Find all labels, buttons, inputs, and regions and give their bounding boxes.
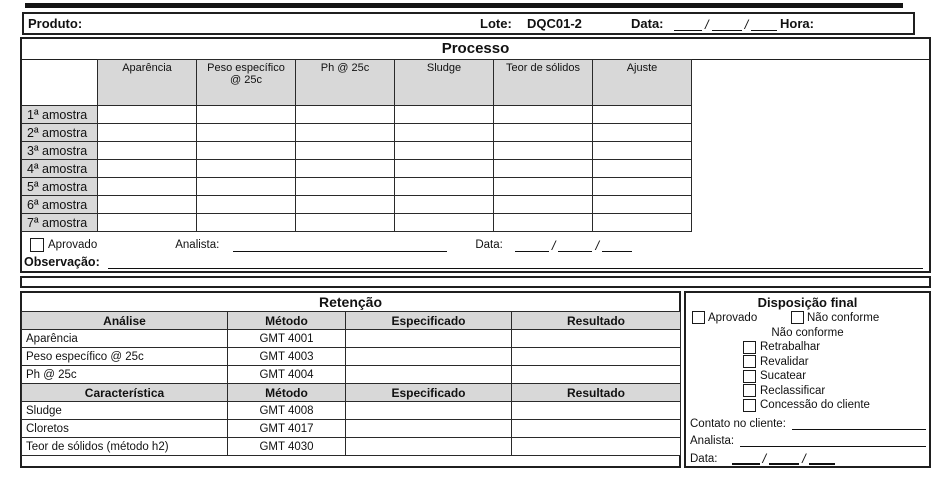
disposicao-aprovado-label: Aprovado bbox=[708, 311, 758, 324]
input-cell[interactable] bbox=[197, 106, 296, 124]
metodo-value: GMT 4030 bbox=[228, 438, 346, 456]
input-cell[interactable] bbox=[296, 178, 395, 196]
especificado-cell[interactable] bbox=[346, 438, 512, 456]
disposicao-nao-conforme-checkbox[interactable] bbox=[791, 311, 804, 324]
processo-corner-cell bbox=[22, 60, 98, 106]
input-cell[interactable] bbox=[494, 160, 593, 178]
row-label-amostra-6: 6ª amostra bbox=[22, 196, 98, 214]
resultado-cell[interactable] bbox=[512, 420, 681, 438]
col-header-resultado: Resultado bbox=[512, 312, 681, 330]
disposicao-approve-row bbox=[686, 311, 929, 326]
date-slash: / bbox=[762, 450, 767, 466]
date-slash: / bbox=[595, 238, 600, 253]
data-label: Data: bbox=[475, 239, 503, 251]
date-year-blank[interactable] bbox=[751, 17, 777, 31]
input-cell[interactable] bbox=[593, 214, 692, 232]
analise-name: Aparência bbox=[22, 330, 228, 348]
sucatear-label: Sucatear bbox=[760, 370, 807, 383]
input-cell[interactable] bbox=[494, 106, 593, 124]
lote-label: Lote: bbox=[480, 16, 512, 31]
aprovado-label: Aprovado bbox=[48, 239, 98, 251]
nao-conforme-subheader: Não conforme bbox=[771, 327, 844, 339]
col-header-ajuste: Ajuste bbox=[593, 60, 692, 106]
row-label-amostra-2: 2ª amostra bbox=[22, 124, 98, 142]
revalidar-checkbox[interactable] bbox=[743, 355, 756, 368]
input-cell[interactable] bbox=[296, 124, 395, 142]
aprovado-checkbox[interactable] bbox=[30, 238, 44, 252]
col-header-metodo: Método bbox=[228, 312, 346, 330]
caracteristica-name: Cloretos bbox=[22, 420, 228, 438]
observacao-blank-line[interactable] bbox=[108, 255, 923, 269]
input-cell[interactable] bbox=[395, 106, 494, 124]
analista-label: Analista: bbox=[175, 239, 220, 251]
retrabalhar-checkbox[interactable] bbox=[743, 341, 756, 354]
processo-header-row bbox=[22, 60, 692, 106]
input-cell[interactable] bbox=[395, 142, 494, 160]
date-month-blank[interactable] bbox=[712, 17, 742, 31]
date-slash: / bbox=[551, 238, 556, 253]
observacao-label: Observação: bbox=[24, 255, 100, 269]
reclassificar-checkbox[interactable] bbox=[743, 384, 756, 397]
especificado-cell[interactable] bbox=[346, 402, 512, 420]
produto-label: Produto: bbox=[28, 16, 83, 31]
input-cell[interactable] bbox=[296, 196, 395, 214]
data-field[interactable] bbox=[732, 450, 835, 465]
table-row bbox=[22, 402, 681, 420]
input-cell[interactable] bbox=[98, 214, 197, 232]
input-cell[interactable] bbox=[494, 142, 593, 160]
table-row bbox=[22, 178, 692, 196]
input-cell[interactable] bbox=[98, 124, 197, 142]
input-cell[interactable] bbox=[197, 214, 296, 232]
processo-table bbox=[21, 59, 692, 232]
metodo-value: GMT 4008 bbox=[228, 402, 346, 420]
input-cell[interactable] bbox=[98, 196, 197, 214]
table-row bbox=[22, 366, 681, 384]
observacao-row bbox=[24, 255, 929, 269]
input-cell[interactable] bbox=[197, 124, 296, 142]
retencao-title: Retenção bbox=[22, 293, 679, 312]
input-cell[interactable] bbox=[296, 160, 395, 178]
contato-cliente-row bbox=[686, 413, 929, 430]
retencao-caracteristica-header-row bbox=[22, 384, 681, 402]
retencao-section bbox=[20, 291, 681, 468]
option-concessao-cliente bbox=[686, 398, 929, 413]
analise-name: Ph @ 25c bbox=[22, 366, 228, 384]
form-header-row bbox=[22, 12, 915, 35]
table-row bbox=[22, 106, 692, 124]
table-row bbox=[22, 438, 681, 456]
analista-label: Analista: bbox=[690, 434, 735, 447]
analista-row bbox=[686, 430, 929, 447]
input-cell[interactable] bbox=[593, 178, 692, 196]
option-revalidar bbox=[686, 355, 929, 370]
col-header-metodo: Método bbox=[228, 384, 346, 402]
col-header-resultado: Resultado bbox=[512, 384, 681, 402]
disposicao-title: Disposição final bbox=[757, 295, 858, 310]
col-header-especificado: Especificado bbox=[346, 384, 512, 402]
input-cell[interactable] bbox=[395, 196, 494, 214]
input-cell[interactable] bbox=[494, 178, 593, 196]
resultado-cell[interactable] bbox=[512, 366, 681, 384]
especificado-cell[interactable] bbox=[346, 348, 512, 366]
revalidar-label: Revalidar bbox=[760, 355, 809, 368]
input-cell[interactable] bbox=[98, 160, 197, 178]
table-row bbox=[22, 142, 692, 160]
data-label: Data: bbox=[690, 452, 718, 465]
sucatear-checkbox[interactable] bbox=[743, 370, 756, 383]
input-cell[interactable] bbox=[593, 196, 692, 214]
input-cell[interactable] bbox=[197, 178, 296, 196]
date-year-blank[interactable] bbox=[602, 238, 632, 252]
date-slash: / bbox=[744, 17, 749, 32]
input-cell[interactable] bbox=[98, 106, 197, 124]
input-cell[interactable] bbox=[197, 142, 296, 160]
input-cell[interactable] bbox=[494, 124, 593, 142]
col-header-aparencia: Aparência bbox=[98, 60, 197, 106]
table-row bbox=[22, 160, 692, 178]
input-cell[interactable] bbox=[593, 160, 692, 178]
date-slash: / bbox=[802, 450, 806, 466]
input-cell[interactable] bbox=[494, 196, 593, 214]
row-label-amostra-1: 1ª amostra bbox=[22, 106, 98, 124]
especificado-cell[interactable] bbox=[346, 330, 512, 348]
input-cell[interactable] bbox=[296, 106, 395, 124]
hora-label: Hora: bbox=[780, 16, 814, 31]
metodo-value: GMT 4017 bbox=[228, 420, 346, 438]
metodo-value: GMT 4004 bbox=[228, 366, 346, 384]
reclassificar-label: Reclassificar bbox=[760, 384, 826, 397]
especificado-cell[interactable] bbox=[346, 366, 512, 384]
retrabalhar-label: Retrabalhar bbox=[760, 341, 821, 354]
input-cell[interactable] bbox=[395, 124, 494, 142]
lote-value: DQC01-2 bbox=[527, 16, 582, 31]
date-day-blank[interactable] bbox=[732, 450, 760, 465]
data-label: Data: bbox=[631, 16, 664, 31]
date-slash: / bbox=[705, 17, 709, 32]
input-cell[interactable] bbox=[296, 214, 395, 232]
disposicao-final-section bbox=[684, 291, 931, 468]
input-cell[interactable] bbox=[98, 142, 197, 160]
option-retrabalhar bbox=[686, 340, 929, 355]
data-field[interactable] bbox=[515, 238, 632, 252]
input-cell[interactable] bbox=[593, 106, 692, 124]
col-header-sludge: Sludge bbox=[395, 60, 494, 106]
resultado-cell[interactable] bbox=[512, 402, 681, 420]
table-row bbox=[22, 214, 692, 232]
col-header-teor-solidos: Teor de sólidos bbox=[494, 60, 593, 106]
col-header-peso-especifico: Peso específico @ 25c bbox=[197, 60, 296, 106]
contato-cliente-blank-line[interactable] bbox=[792, 418, 926, 430]
col-header-caracteristica: Característica bbox=[22, 384, 228, 402]
disposicao-nao-conforme-label: Não conforme bbox=[807, 311, 880, 324]
empty-spacer-row bbox=[20, 276, 931, 288]
table-row bbox=[22, 348, 681, 366]
analista-blank-line[interactable] bbox=[740, 435, 926, 447]
option-reclassificar bbox=[686, 384, 929, 399]
table-row bbox=[22, 330, 681, 348]
resultado-cell[interactable] bbox=[512, 348, 681, 366]
table-row bbox=[22, 124, 692, 142]
table-row bbox=[22, 420, 681, 438]
top-divider-rule bbox=[25, 3, 903, 8]
input-cell[interactable] bbox=[395, 178, 494, 196]
row-label-amostra-4: 4ª amostra bbox=[22, 160, 98, 178]
input-cell[interactable] bbox=[593, 142, 692, 160]
metodo-value: GMT 4003 bbox=[228, 348, 346, 366]
option-sucatear bbox=[686, 369, 929, 384]
date-day-blank[interactable] bbox=[515, 238, 549, 252]
input-cell[interactable] bbox=[395, 160, 494, 178]
especificado-cell[interactable] bbox=[346, 420, 512, 438]
input-cell[interactable] bbox=[593, 124, 692, 142]
col-header-ph: Ph @ 25c bbox=[296, 60, 395, 106]
row-label-amostra-5: 5ª amostra bbox=[22, 178, 98, 196]
retencao-analise-header-row bbox=[22, 312, 681, 330]
input-cell[interactable] bbox=[197, 160, 296, 178]
date-month-blank[interactable] bbox=[558, 238, 592, 252]
date-month-blank[interactable] bbox=[769, 450, 799, 465]
metodo-value: GMT 4001 bbox=[228, 330, 346, 348]
input-cell[interactable] bbox=[197, 196, 296, 214]
contato-cliente-label: Contato no cliente: bbox=[690, 417, 786, 430]
resultado-cell[interactable] bbox=[512, 438, 681, 456]
input-cell[interactable] bbox=[296, 142, 395, 160]
data-row bbox=[686, 447, 929, 465]
retencao-table bbox=[21, 311, 681, 456]
col-header-analise: Análise bbox=[22, 312, 228, 330]
caracteristica-name: Sludge bbox=[22, 402, 228, 420]
data-field[interactable] bbox=[674, 17, 777, 31]
analista-blank-line[interactable] bbox=[233, 239, 447, 252]
table-row bbox=[22, 196, 692, 214]
date-day-blank[interactable] bbox=[674, 17, 702, 31]
row-label-amostra-7: 7ª amostra bbox=[22, 214, 98, 232]
processo-approval-row bbox=[30, 235, 920, 255]
row-label-amostra-3: 3ª amostra bbox=[22, 142, 98, 160]
input-cell[interactable] bbox=[98, 178, 197, 196]
date-year-blank[interactable] bbox=[809, 450, 835, 465]
resultado-cell[interactable] bbox=[512, 330, 681, 348]
concessao-cliente-checkbox[interactable] bbox=[743, 399, 756, 412]
processo-title: Processo bbox=[22, 39, 929, 60]
disposicao-aprovado-checkbox[interactable] bbox=[692, 311, 705, 324]
caracteristica-name: Teor de sólidos (método h2) bbox=[22, 438, 228, 456]
input-cell[interactable] bbox=[494, 214, 593, 232]
analise-name: Peso específico @ 25c bbox=[22, 348, 228, 366]
input-cell[interactable] bbox=[395, 214, 494, 232]
col-header-especificado: Especificado bbox=[346, 312, 512, 330]
concessao-cliente-label: Concessão do cliente bbox=[760, 399, 870, 412]
processo-section bbox=[20, 37, 931, 273]
